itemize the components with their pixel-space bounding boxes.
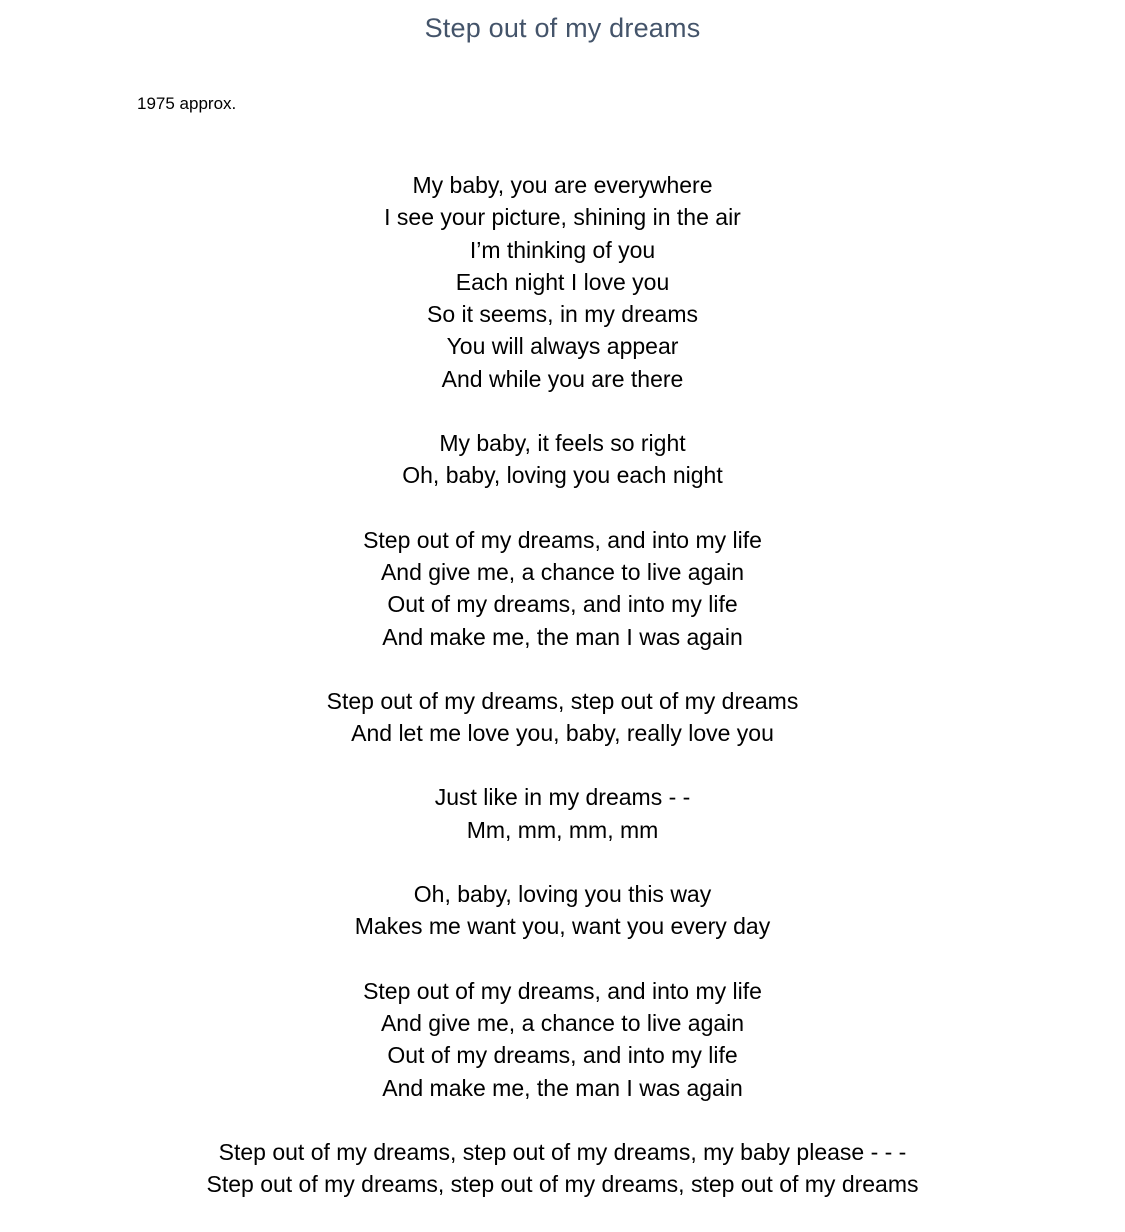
stanza-chorus-2 — [0, 975, 1125, 1104]
lyric-line: And give me, a chance to live again — [380, 1009, 745, 1036]
stanza-chorus-1 — [0, 524, 1125, 653]
lyric-line: And make me, the man I was again — [382, 1074, 743, 1101]
lyrics-body — [0, 169, 1125, 1232]
lyric-line: Step out of my dreams, step out of my dreams, my baby please - - - — [218, 1138, 907, 1165]
lyric-line: Step out of my dreams, step out of my dreams — [326, 687, 799, 714]
stanza-bridge-2 — [0, 878, 1125, 943]
lyric-line: Mm, mm, mm, mm — [466, 816, 659, 843]
lyric-line: Out of my dreams, and into my life — [387, 1042, 738, 1069]
lyric-line: Oh, baby, loving you this way — [413, 881, 712, 908]
lyric-line: My baby, you are everywhere — [412, 172, 713, 198]
lyric-line: Out of my dreams, and into my life — [387, 591, 738, 618]
stanza-outro — [0, 1136, 1125, 1201]
page-title: Step out of my dreams — [424, 13, 701, 43]
lyric-line: Step out of my dreams, step out of my dreams, step out of my dreams — [206, 1171, 919, 1198]
stanza-refrain-1 — [0, 685, 1125, 750]
stanza-interlude — [0, 781, 1125, 846]
lyric-line: I see your picture, shining in the air — [384, 204, 741, 231]
lyric-line: And while you are there — [441, 365, 684, 392]
lyric-line: Oh, baby, loving you each night — [402, 462, 723, 489]
stanza-verse-1 — [0, 169, 1125, 395]
lyric-line: Each night I love you — [455, 268, 670, 295]
lyric-line: Makes me want you, want you every day — [354, 913, 771, 940]
lyric-line: And let me love you, baby, really love you — [351, 720, 774, 747]
stanza-bridge-1 — [0, 427, 1125, 492]
lyric-line: Step out of my dreams, and into my life — [363, 526, 762, 553]
lyric-line: And give me, a chance to live again — [380, 558, 745, 585]
lyric-line: My baby, it feels so right — [439, 430, 686, 457]
lyric-line: Just like in my dreams - - — [434, 784, 691, 811]
lyric-line: I’m thinking of you — [469, 236, 656, 263]
lyric-line: Step out of my dreams, and into my life — [363, 977, 762, 1004]
date-note: 1975 approx. — [137, 94, 237, 113]
lyric-line: You will always appear — [446, 333, 679, 360]
lyric-line: And make me, the man I was again — [382, 623, 743, 650]
lyric-line: So it seems, in my dreams — [427, 301, 698, 328]
